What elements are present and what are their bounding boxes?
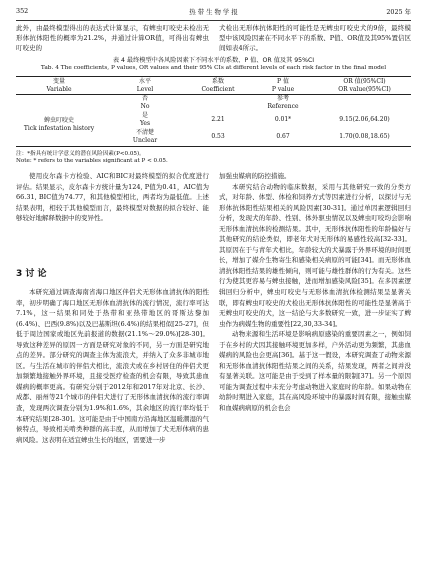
coef-cell: 0.53 bbox=[211, 133, 225, 140]
table-row: 不清楚 Unclear bbox=[132, 129, 158, 144]
header-or-value: OR 值(95%CI) OR value(95%CI) bbox=[338, 78, 391, 93]
table-note-cn: 注：*指具有统计学意义的潜在风险因素(P<0.05)。 bbox=[16, 151, 145, 157]
paragraph: 加强虫媒病的防控措施。 bbox=[219, 172, 291, 180]
p-cell: 0.67 bbox=[276, 133, 290, 140]
section-heading: 3 讨 论 bbox=[16, 269, 47, 279]
table-row: 是 Yes bbox=[139, 112, 151, 127]
or-cell: 9.15(2.06,64.20) bbox=[339, 116, 390, 123]
table-header-rule bbox=[16, 94, 411, 95]
paragraph: 本研究结合动物的临床数据，采用与其他研究一致的分类方式，对年龄、体型、体检和饲养方式等因素进行分析，以探讨与无形体抗体阳性结果相关的风险因素[30-31]。通过单因素逻辑回归分析，发现犬的年龄、性别、体外驱虫情况以及蜱虫叮咬均会影响无形体血清抗体的检测结果。其中，无形体抗体阳性的年龄偏好与其他研究的结论类似，即老年犬对无形体的易感性较高[32-33]。其原因在于与青年犬相比，年龄较大的犬暴露于外界环境的时间更长，增加了媒介生物寄生和感染相关病原的可能[34]。而无形体血清抗体阳性结果的雄性倾向，则可能与雄性群体的行为有关。这些行为使其更容易与蜱虫接触，进而增加感染风险[35]。在多因素逻辑回归分析中，蜱虫叮咬史与无形体血清抗体检测结果呈显著关联，即有蜱虫叮咬史的犬检出无形体抗体阳性的可能性是显著高于无蜱虫叮咬史的犬，这一结论与大多数研究一致，进一步证实了蜱虫作为病媒生物的重要性[22,30,33-34]。 bbox=[219, 182, 411, 328]
table-title-cn: 表 4 最终模型中各风险因素下不同水平的系数、P 值、OR 值及其 95%CI bbox=[112, 57, 315, 64]
journal-name: 热 带 生 物 学 报 bbox=[189, 8, 238, 16]
coef-cell: 2.21 bbox=[211, 116, 225, 123]
table-row: 否 No bbox=[140, 95, 150, 110]
table-top-rule bbox=[16, 76, 411, 77]
header-coefficient: 系数 Coefficient bbox=[201, 78, 235, 93]
journal-year: 2025 年 bbox=[386, 8, 411, 16]
table-bottom-rule bbox=[16, 146, 411, 147]
top-paragraph-left: 此外，由最终模型得出的表达式计算显示，有蜱虫叮咬史未检出无形体抗体阳性的概率为21.2%，并通过计算OR值，可得出有蜱虫叮咬史的 bbox=[16, 24, 209, 53]
paragraph: 动物来源和生活环境是影响病原感染的重要因素之一，例如饲于在乡村的犬因其接触环境更加多样，户外活动更为频繁，其患血媒病的风险也会更高[36]。基于这一假设，本研究调查了动物来源和无形体血清抗体阳性结果之间的关系，结果发现，两者之间并没有显著关联。这可能是由于受到了样本量的限制[37]。另一个原因可能为调查过程中未充分考虑动物进入家庭时的年龄。如果动物在幼龄时期进入家庭，其在高风险环境中的暴露时间有限，接触虫媒和血媒病病原的机会也会 bbox=[219, 330, 411, 413]
variable-cell: 蜱虫叮咬史 Tick infestation history bbox=[23, 117, 95, 132]
header-level: 水平 Level bbox=[136, 78, 154, 93]
or-cell: 1.70(0.08,18.65) bbox=[339, 133, 390, 140]
paragraph: 使用皮尔森卡方检验、AIC和BIC对最终模型的拟合优度进行评估。结果显示，皮尔森卡方统计量为124, P值为0.41，AIC值为66.31, BIC值为74.77，和其他模型相比，两者均为最低值。上述结果表明，相较于其他模型而言，最终模型对数据的拟合较好、能够较好地解释数据中的变异性。 bbox=[16, 172, 209, 223]
page-number: 352 bbox=[16, 7, 29, 15]
running-header bbox=[16, 7, 411, 19]
p-cell: 0.01* bbox=[274, 116, 292, 123]
body-column-left-1 bbox=[16, 171, 209, 224]
reference-cell: 参考 Reference bbox=[267, 95, 299, 110]
table-note-en: Note: * refers to the variables significant at P < 0.05. bbox=[16, 158, 168, 164]
header-p-value: P 值 P value bbox=[271, 78, 295, 93]
top-paragraph-right: 犬检出无形体抗体阳性的可能性是无蜱虫叮咬史犬的9倍，最终模型中该风险因素在不同水平下的系数、P值、OR值及其95%置信区间如表4所示。 bbox=[219, 24, 411, 53]
header-variable: 变量 Variable bbox=[46, 78, 72, 93]
table-title-en: Tab. 4 The coefficients, P values, OR values and their 95% CIs at different levels of each risk factor in the final model bbox=[40, 65, 387, 71]
header-rule bbox=[16, 20, 411, 21]
body-column-right bbox=[219, 171, 411, 414]
paragraph: 本研究通过调查海南省海口地区伴侣犬无形体血清抗体的阳性率，初步明确了海口地区无形体血清抗体的流行情况，流行率可达7.1%，这一结果和同处于热带和亚热带地区的哥斯达黎加(6.4%)、巴西(9.8%)以及巴基斯坦(6.4%)的结果相似[25-27]，但低于周边国家或地区先前报道的数据(21.1%～29.0%)[28-30]。导致这种差异的原因一方面是研究对象的不同，另一方面是研究地点的差异。部分研究的调查主体为流浪犬，并纳入了众多非城市地区。与生活在城市的伴侣犬相比，流浪犬或在乡村居住的伴侣犬更加频繁地接触外界环境，且接受医疗检查的机会有限，导致其患血媒病的概率更高。有研究分别于2012年和2017年对北京、长沙、成都、丽州等21个城市的伴侣犬进行了无形体血清抗体的流行率调查，发现两次调查分别为1.9%和1.6%，其余地区的流行率均低于本研究结果[28-30]。这可能是由于中国南方沿海地区温暖潮湿的气候特点，导致相关啃类种群的高丰度，从而增加了犬无形体病的患病风险。这表明在适宜蜱虫生长的地区，需要进一步 bbox=[16, 288, 209, 444]
body-column-left-2 bbox=[16, 287, 209, 445]
